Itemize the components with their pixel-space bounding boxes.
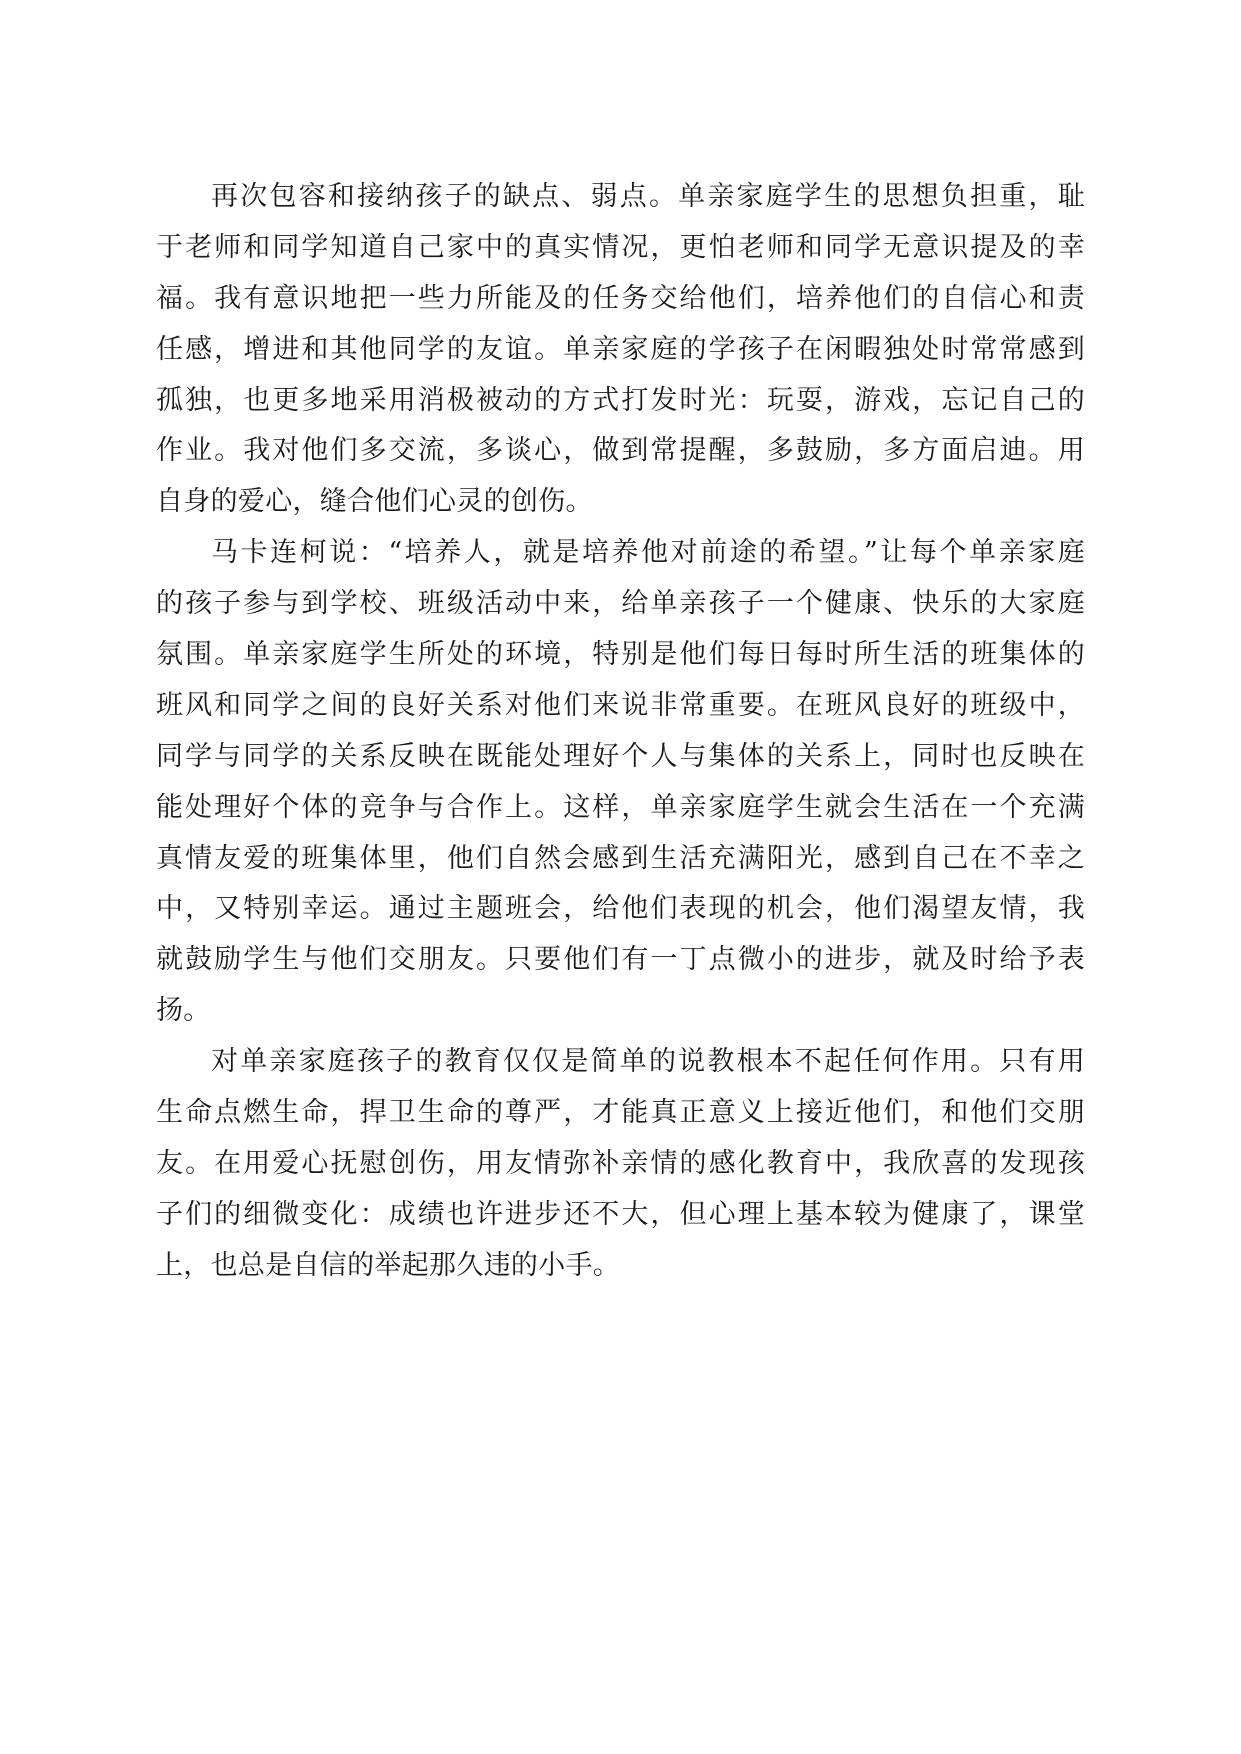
paragraph-line: 就鼓励学生与他们交朋友。只要他们有一丁点微小的进步，就及时给予表 <box>156 944 1085 976</box>
paragraph-line: 再次包容和接纳孩子的缺点、弱点。单亲家庭学生的思想负担重，耻 <box>211 181 1085 212</box>
paragraph-line: 对单亲家庭孩子的教育仅仅是简单的说教根本不起任何作用。只有用 <box>211 1046 1085 1078</box>
paragraph-line: 子们的细微变化：成绩也许进步还不大，但心理上基本较为健康了，课堂 <box>156 1198 1085 1230</box>
paragraph-line: 马卡连柯说：“培养人，就是培养他对前途的希望。”让每个单亲家庭 <box>211 537 1085 569</box>
paragraph-line: 福。我有意识地把一些力所能及的任务交给他们，培养他们的自信心和责 <box>156 282 1085 314</box>
paragraph-line: 班风和同学之间的良好关系对他们来说非常重要。在班风良好的班级中， <box>156 689 1085 721</box>
paragraph-line: 中，又特别幸运。通过主题班会，给他们表现的机会，他们渴望友情，我 <box>156 893 1085 925</box>
paragraph-1 <box>156 172 1085 528</box>
document-body <box>156 172 1085 1292</box>
paragraph-line: 于老师和同学知道自己家中的真实情况，更怕老师和同学无意识提及的幸 <box>156 231 1085 263</box>
paragraph-line: 任感，增进和其他同学的友谊。单亲家庭的学孩子在闲暇独处时常常感到 <box>156 333 1085 365</box>
paragraph-line: 自身的爱心，缝合他们心灵的创伤。 <box>156 486 593 518</box>
paragraph-line: 生命点燃生命，捍卫生命的尊严，才能真正意义上接近他们，和他们交朋 <box>156 1097 1085 1129</box>
paragraph-line: 真情友爱的班集体里，他们自然会感到生活充满阳光，感到自己在不幸之 <box>156 842 1085 874</box>
paragraph-line: 的孩子参与到学校、班级活动中来，给单亲孩子一个健康、快乐的大家庭 <box>156 588 1085 620</box>
paragraph-line: 上，也总是自信的举起那久违的小手。 <box>156 1249 621 1281</box>
paragraph-line: 氛围。单亲家庭学生所处的环境，特别是他们每日每时所生活的班集体的 <box>156 639 1085 671</box>
paragraph-3 <box>156 1037 1085 1291</box>
paragraph-line: 同学与同学的关系反映在既能处理好个人与集体的关系上，同时也反映在 <box>156 740 1085 772</box>
paragraph-line: 友。在用爱心抚慰创伤，用友情弥补亲情的感化教育中，我欣喜的发现孩 <box>156 1147 1085 1179</box>
paragraph-2 <box>156 528 1085 1037</box>
paragraph-line: 作业。我对他们多交流，多谈心，做到常提醒，多鼓励，多方面启迪。用 <box>156 435 1085 467</box>
paragraph-line: 能处理好个体的竞争与合作上。这样，单亲家庭学生就会生活在一个充满 <box>156 791 1085 823</box>
paragraph-line: 孤独，也更多地采用消极被动的方式打发时光：玩耍，游戏，忘记自己的 <box>156 384 1085 416</box>
paragraph-line: 扬。 <box>156 995 211 1027</box>
